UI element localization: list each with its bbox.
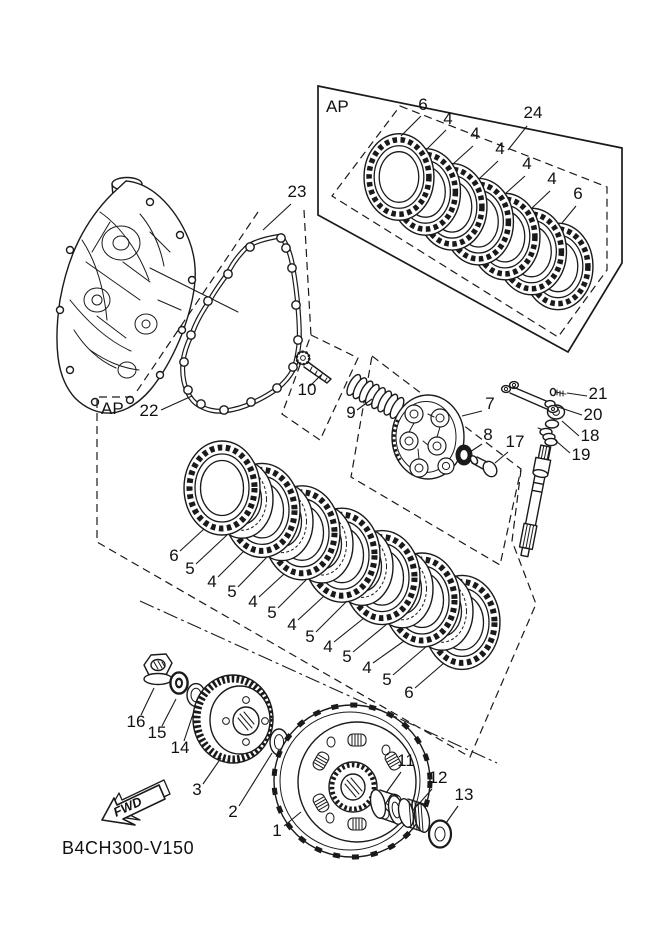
leader-line-16 (141, 688, 154, 715)
callout-4[interactable]: 4 (207, 572, 217, 591)
callout-19[interactable]: 19 (571, 445, 591, 464)
leader-line-4 (218, 551, 244, 577)
leader-line-3 (203, 758, 221, 784)
leader-line-21 (567, 393, 587, 396)
callout-1[interactable]: 1 (272, 821, 282, 840)
callout-22[interactable]: 22 (139, 401, 159, 420)
pressure-plate-bolt-10 (297, 352, 331, 383)
diagram-code: B4CH300-V150 (62, 838, 195, 858)
callout-23[interactable]: 23 (287, 182, 307, 201)
clutch-boss-3 (193, 675, 273, 763)
screw-21 (550, 388, 566, 396)
callout-4[interactable]: 4 (362, 658, 372, 677)
callout-10[interactable]: 10 (297, 380, 317, 399)
callout-20[interactable]: 20 (583, 405, 603, 424)
torsion-spring-19 (538, 428, 557, 446)
callout-3[interactable]: 3 (192, 780, 202, 799)
leader-line-15 (162, 699, 176, 726)
fwd-arrow-label: FWD (110, 793, 145, 820)
lock-washer-15 (170, 672, 187, 693)
leader-line-4 (373, 641, 404, 663)
leader-line-5 (393, 646, 427, 675)
leader-line-19 (555, 440, 570, 453)
callout-4[interactable]: 4 (547, 169, 557, 188)
callout-17[interactable]: 17 (505, 432, 525, 451)
friction-plate (184, 441, 260, 535)
leader-line-5 (238, 557, 267, 587)
leader-line-5 (196, 535, 227, 564)
callout-6[interactable]: 6 (404, 683, 414, 702)
bolt-17 (469, 455, 500, 480)
callout-12[interactable]: 12 (428, 768, 448, 787)
callout-4[interactable]: 4 (248, 592, 258, 611)
callout-4[interactable]: 4 (470, 124, 480, 143)
push-lever-shaft (517, 445, 553, 558)
leader-line-4 (259, 574, 284, 597)
fwd-arrow (102, 780, 170, 825)
clutch-housing-1 (274, 705, 430, 857)
callout-5[interactable]: 5 (185, 559, 195, 578)
callout-6[interactable]: 6 (573, 184, 583, 203)
leader-line-14 (184, 711, 194, 741)
callout-5[interactable]: 5 (267, 603, 277, 622)
leader-line-6 (180, 529, 204, 551)
leader-line-5 (316, 601, 347, 632)
callout-4[interactable]: 4 (443, 109, 453, 128)
leader-line-13 (446, 806, 458, 823)
callout-2[interactable]: 2 (228, 802, 238, 821)
callout-14[interactable]: 14 (170, 738, 190, 757)
callout-5[interactable]: 5 (342, 647, 352, 666)
leader-line-22 (161, 396, 192, 410)
callout-5[interactable]: 5 (227, 582, 237, 601)
leader-line-8 (470, 444, 482, 452)
callout-8[interactable]: 8 (483, 425, 493, 444)
callout-21[interactable]: 21 (588, 384, 608, 403)
leader-line-4 (298, 596, 324, 620)
cover-gasket (180, 234, 302, 414)
callout-9[interactable]: 9 (346, 403, 356, 422)
washer-8 (456, 445, 472, 465)
callout-4[interactable]: 4 (522, 154, 532, 173)
pressure-plate-7 (392, 395, 464, 479)
leader-line-5 (278, 579, 307, 608)
callout-18[interactable]: 18 (580, 426, 600, 445)
friction-plate (364, 134, 434, 220)
callout-11[interactable]: 11 (397, 751, 415, 770)
callout-24[interactable]: 24 (523, 103, 543, 122)
hub-nut-16 (144, 654, 172, 685)
callout-4[interactable]: 4 (495, 139, 505, 158)
leader-line-6 (415, 663, 444, 688)
washer-13 (429, 821, 451, 848)
callout-4[interactable]: 4 (287, 615, 297, 634)
ap-main-label: AP (101, 399, 124, 418)
callout-13[interactable]: 13 (454, 785, 474, 804)
leader-line-18 (562, 421, 579, 436)
callout-5[interactable]: 5 (382, 670, 392, 689)
leader-line-23 (263, 204, 291, 230)
ap-top-label: AP (326, 97, 349, 116)
callout-6[interactable]: 6 (418, 95, 428, 114)
callout-16[interactable]: 16 (126, 712, 146, 731)
callout-4[interactable]: 4 (323, 637, 333, 656)
callout-15[interactable]: 15 (147, 723, 167, 742)
callout-7[interactable]: 7 (485, 394, 495, 413)
callout-6[interactable]: 6 (169, 546, 179, 565)
leader-line-7 (462, 411, 482, 416)
leader-line-5 (353, 624, 387, 652)
callout-5[interactable]: 5 (305, 627, 315, 646)
leader-line-4 (334, 618, 364, 642)
